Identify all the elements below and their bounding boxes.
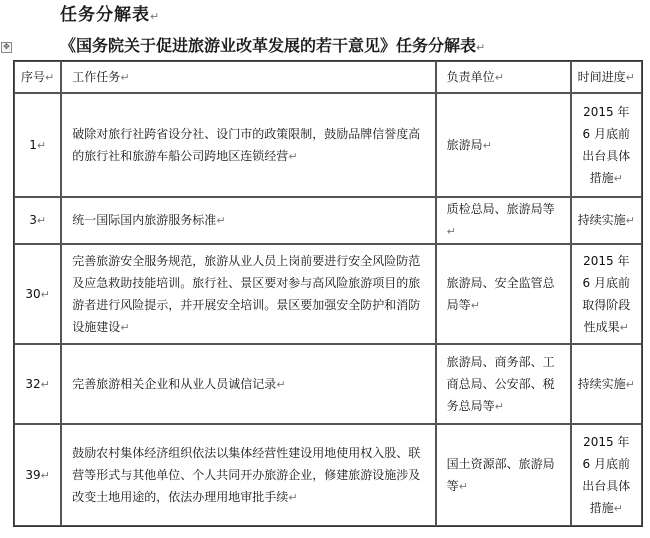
table-row (14, 344, 642, 424)
table-header-row (14, 61, 642, 93)
row-dept: 质检总局、旅游局等↵ (436, 197, 571, 244)
row-task: 破除对旅行社跨省设分社、设门市的政策限制，鼓励品牌信誉度高的旅行社和旅游车船公司跨地区连锁经营↵ (61, 93, 435, 197)
row-dept: 旅游局、安全监管总局等↵ (436, 244, 571, 344)
row-dept: 旅游局、商务部、工商总局、公安部、税务总局等↵ (436, 344, 571, 424)
row-num: 1↵ (14, 93, 61, 197)
table-row (14, 93, 642, 197)
row-num: 32↵ (14, 344, 61, 424)
row-task: 完善旅游相关企业和从业人员诚信记录↵ (61, 344, 435, 424)
document-title: 《国务院关于促进旅游业改革发展的若干意见》任务分解表↵ (60, 36, 486, 55)
table-row (14, 244, 642, 344)
row-time: 持续实施↵ (571, 197, 642, 244)
task-table (13, 60, 643, 527)
row-task: 统一国际国内旅游服务标准↵ (61, 197, 435, 244)
page-title: 任务分解表↵ (60, 5, 161, 25)
header-dept: 负责单位↵ (436, 61, 571, 93)
row-num: 39↵ (14, 424, 61, 526)
header-num: 序号↵ (14, 61, 61, 93)
header-time: 时间进度↵ (571, 61, 642, 93)
row-time: 2015 年 6 月底前取得阶段性成果↵ (571, 244, 642, 344)
row-time: 2015 年 6 月底前出台具体措施↵ (571, 424, 642, 526)
row-task: 完善旅游安全服务规范，旅游从业人员上岗前要进行安全风险防范及应急救助技能培训。旅行社、景区要对参与高风险旅游项目的旅游者进行风险提示，并开展安全培训。景区要加强安全防护和消防设施建设↵ (61, 244, 435, 344)
row-time: 持续实施↵ (571, 344, 642, 424)
row-num: 30↵ (14, 244, 61, 344)
row-time: 2015 年 6 月底前出台具体措施↵ (571, 93, 642, 197)
table-row (14, 424, 642, 526)
row-num: 3↵ (14, 197, 61, 244)
table-row (14, 197, 642, 244)
row-dept: 旅游局↵ (436, 93, 571, 197)
row-dept: 国土资源部、旅游局等↵ (436, 424, 571, 526)
header-task: 工作任务↵ (61, 61, 435, 93)
table-move-handle-icon[interactable]: ✥ (1, 42, 12, 53)
row-task: 鼓励农村集体经济组织依法以集体经营性建设用地使用权入股、联营等形式与其他单位、个人共同开办旅游企业，修建旅游设施涉及改变土地用途的，依法办理用地审批手续↵ (61, 424, 435, 526)
